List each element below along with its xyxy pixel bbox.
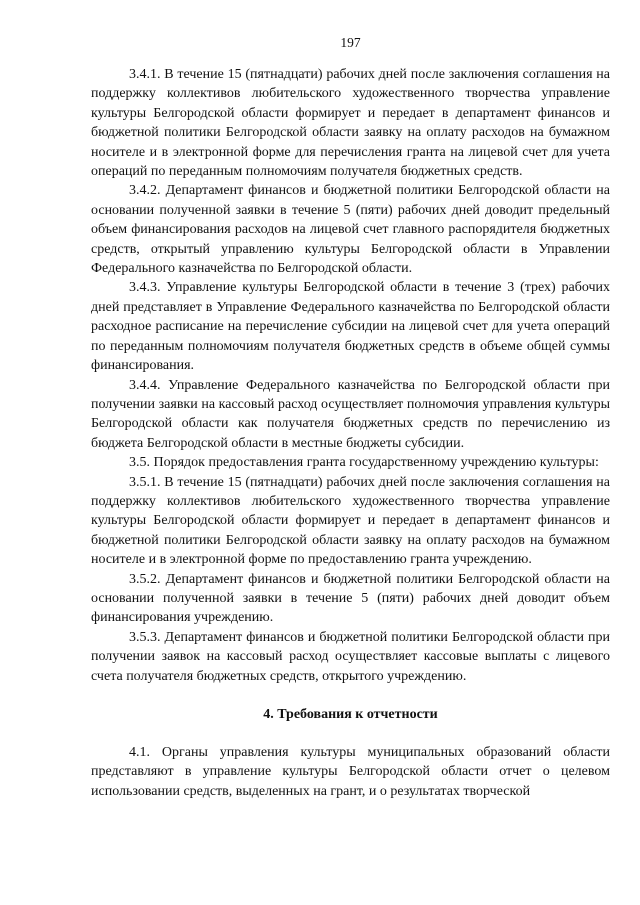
page-number: 197 <box>340 35 361 50</box>
paragraph-3-4-1: 3.4.1. В течение 15 (пятнадцати) рабочих дней после заключения соглашения на поддержку коллективов любительского художественного творчества управление культуры Белгородской области формирует и передает в департамент финансов и бюджетной политики Белгородской области заявку на оплату расходов на бумажном носителе и в электронной форме для перечисления гранта на лицевой счет для учета операций по переданным полномочиям получателя бюджетных средств. <box>91 67 610 180</box>
paragraph-3-5-1: 3.5.1. В течение 15 (пятнадцати) рабочих дней после заключения соглашения на поддержку коллективов любительского художественного творчества управление культуры Белгородской области формирует и передает в департамент финансов и бюджетной политики Белгородской области заявку на оплату расходов на бумажном носителе и в электронной форме по предоставлению гранта учреждению. <box>91 474 610 568</box>
section-heading: 4. Требования к отчетности <box>263 707 438 722</box>
paragraph-3-4-4: 3.4.4. Управление Федерального казначейства по Белгородской области при получении заявки на кассовый расход осуществляет полномочия управления культуры Белгородской области как получателя бюджетных средств по перечислению из бюджета Белгородской области в местные бюджеты субсидии. <box>91 377 610 451</box>
paragraph-3-5-2: 3.5.2. Департамент финансов и бюджетной политики Белгородской области на основании полученной заявки в течение 5 (пяти) рабочих дней доводит объем финансирования учреждению. <box>91 571 610 626</box>
paragraph-4-1: 4.1. Органы управления культуры муниципальных образований области представляют в управление культуры Белгородской области отчет о целевом использовании средств, выделенных на грант, и о результатах творческой <box>91 745 610 799</box>
paragraph-3-5-3: 3.5.3. Департамент финансов и бюджетной политики Белгородской области при получении заявок на кассовый расход осуществляет кассовые выплаты с лицевого счета получателя бюджетных средств, открытого учреждению. <box>91 629 610 684</box>
paragraph-3-4-3: 3.4.3. Управление культуры Белгородской области в течение 3 (трех) рабочих дней представляет в Управление Федерального казначейства по Белгородской области расходное расписание на перечисление субсидии на лицевой счет для учета операций по переданным полномочиям получателя бюджетных средств в объеме общей суммы финансирования. <box>91 280 610 374</box>
paragraph-3-5: 3.5. Порядок предоставления гранта государственному учреждению культуры: <box>129 455 599 471</box>
paragraph-3-4-2: 3.4.2. Департамент финансов и бюджетной политики Белгородской области на основании полученной заявки в течение 5 (пяти) рабочих дней доводит предельный объем финансирования расходов на лицевой счет главного распорядителя бюджетных средств, открытый управлению культуры Белгородской области в Управлении Федерального казначейства по Белгородской области. <box>91 183 610 277</box>
